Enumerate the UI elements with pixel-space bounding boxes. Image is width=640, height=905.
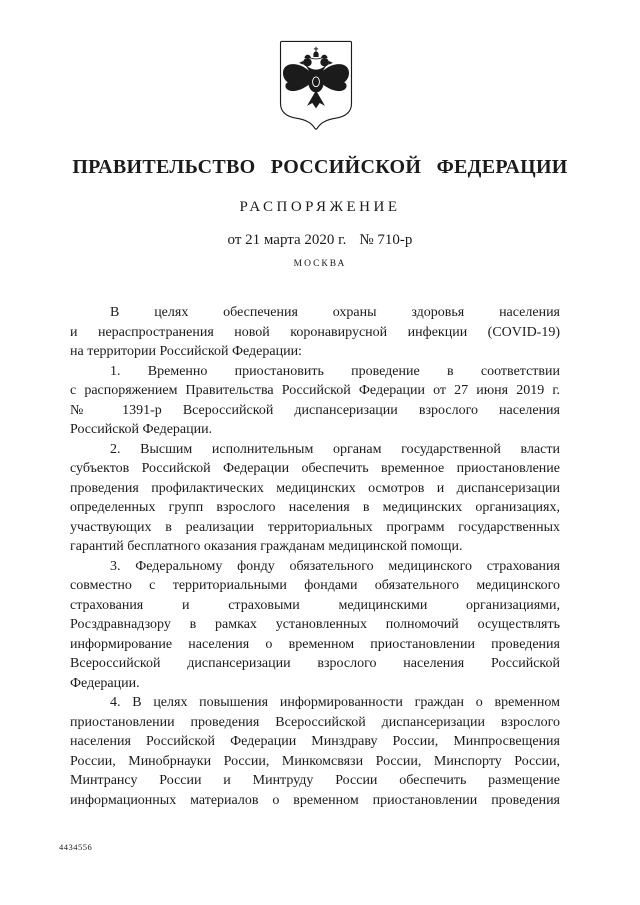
body-line: Всероссийской диспансеризации взрослого населения Российской	[70, 656, 560, 671]
body-line: с распоряжением Правительства Российской Федерации от 27 июня 2019 г.	[70, 383, 560, 398]
document-type-title: РАСПОРЯЖЕНИЕ	[239, 199, 401, 215]
body-line: 2. Высшим исполнительным органам государственной власти	[110, 441, 560, 457]
body-line: гарантий бесплатного оказания гражданам медицинской помощи.	[70, 539, 463, 554]
russia-coat-of-arms-icon	[275, 39, 357, 132]
body-line: страхования и страховыми медицинскими организациями,	[70, 597, 560, 613]
body-line: Федерации.	[70, 675, 140, 691]
body-line: совместно с территориальными фондами обязательного медицинского	[70, 578, 560, 593]
body-line: Минтрансу России и Минтруду России обеспечить размещение	[70, 773, 560, 788]
body-line: Российской Федерации.	[70, 422, 213, 437]
document-body	[70, 303, 560, 810]
document-id: 4434556	[59, 842, 93, 852]
body-line: № 1391-р Всероссийской диспансеризации взрослого населения	[70, 402, 560, 418]
body-line: и нераспространения новой коронавирусной инфекции (COVID-19)	[70, 324, 560, 340]
body-line: информирование населения о временном приостановлении проведения	[70, 636, 560, 652]
body-line: 3. Федеральному фонду обязательного медицинского страхования	[110, 558, 560, 574]
body-line: информационных материалов о временном приостановлении проведения	[70, 792, 560, 808]
authority-title: ПРАВИТЕЛЬСТВО РОССИЙСКОЙ ФЕДЕРАЦИИ	[72, 156, 568, 178]
body-line: субъектов Российской Федерации обеспечить временное приостановление	[70, 461, 560, 476]
body-line: проведения профилактических медицинских осмотров и диспансеризации	[70, 480, 560, 496]
document-date-row	[0, 232, 640, 249]
document-number: № 710-р	[359, 232, 413, 248]
body-line: В целях обеспечения охраны здоровья населения	[110, 305, 560, 320]
document-date: от 21 марта 2020 г.	[227, 232, 347, 248]
body-line: участвующих в реализации территориальных программ государственных	[70, 519, 560, 535]
body-line: населения Российской Федерации Минздраву России, Минпросвещения	[70, 734, 560, 749]
city-label: МОСКВА	[293, 259, 347, 269]
body-line: на территории Российской Федерации:	[70, 344, 302, 359]
coat-of-arms	[275, 39, 357, 132]
body-line: 1. Временно приостановить проведение в соответствии	[110, 363, 560, 379]
body-line: приостановлении проведения Всероссийской диспансеризации взрослого	[70, 714, 560, 730]
body-line: России, Минобрнауки России, Минкомсвязи России, Минспорту России,	[70, 753, 560, 769]
body-line: Росздравнадзору в рамках установленных полномочий осуществлять	[70, 617, 560, 632]
body-line: 4. В целях повышения информированности граждан о временном	[110, 695, 560, 710]
body-line: определенных групп взрослого населения в медицинских организациях,	[70, 500, 560, 515]
